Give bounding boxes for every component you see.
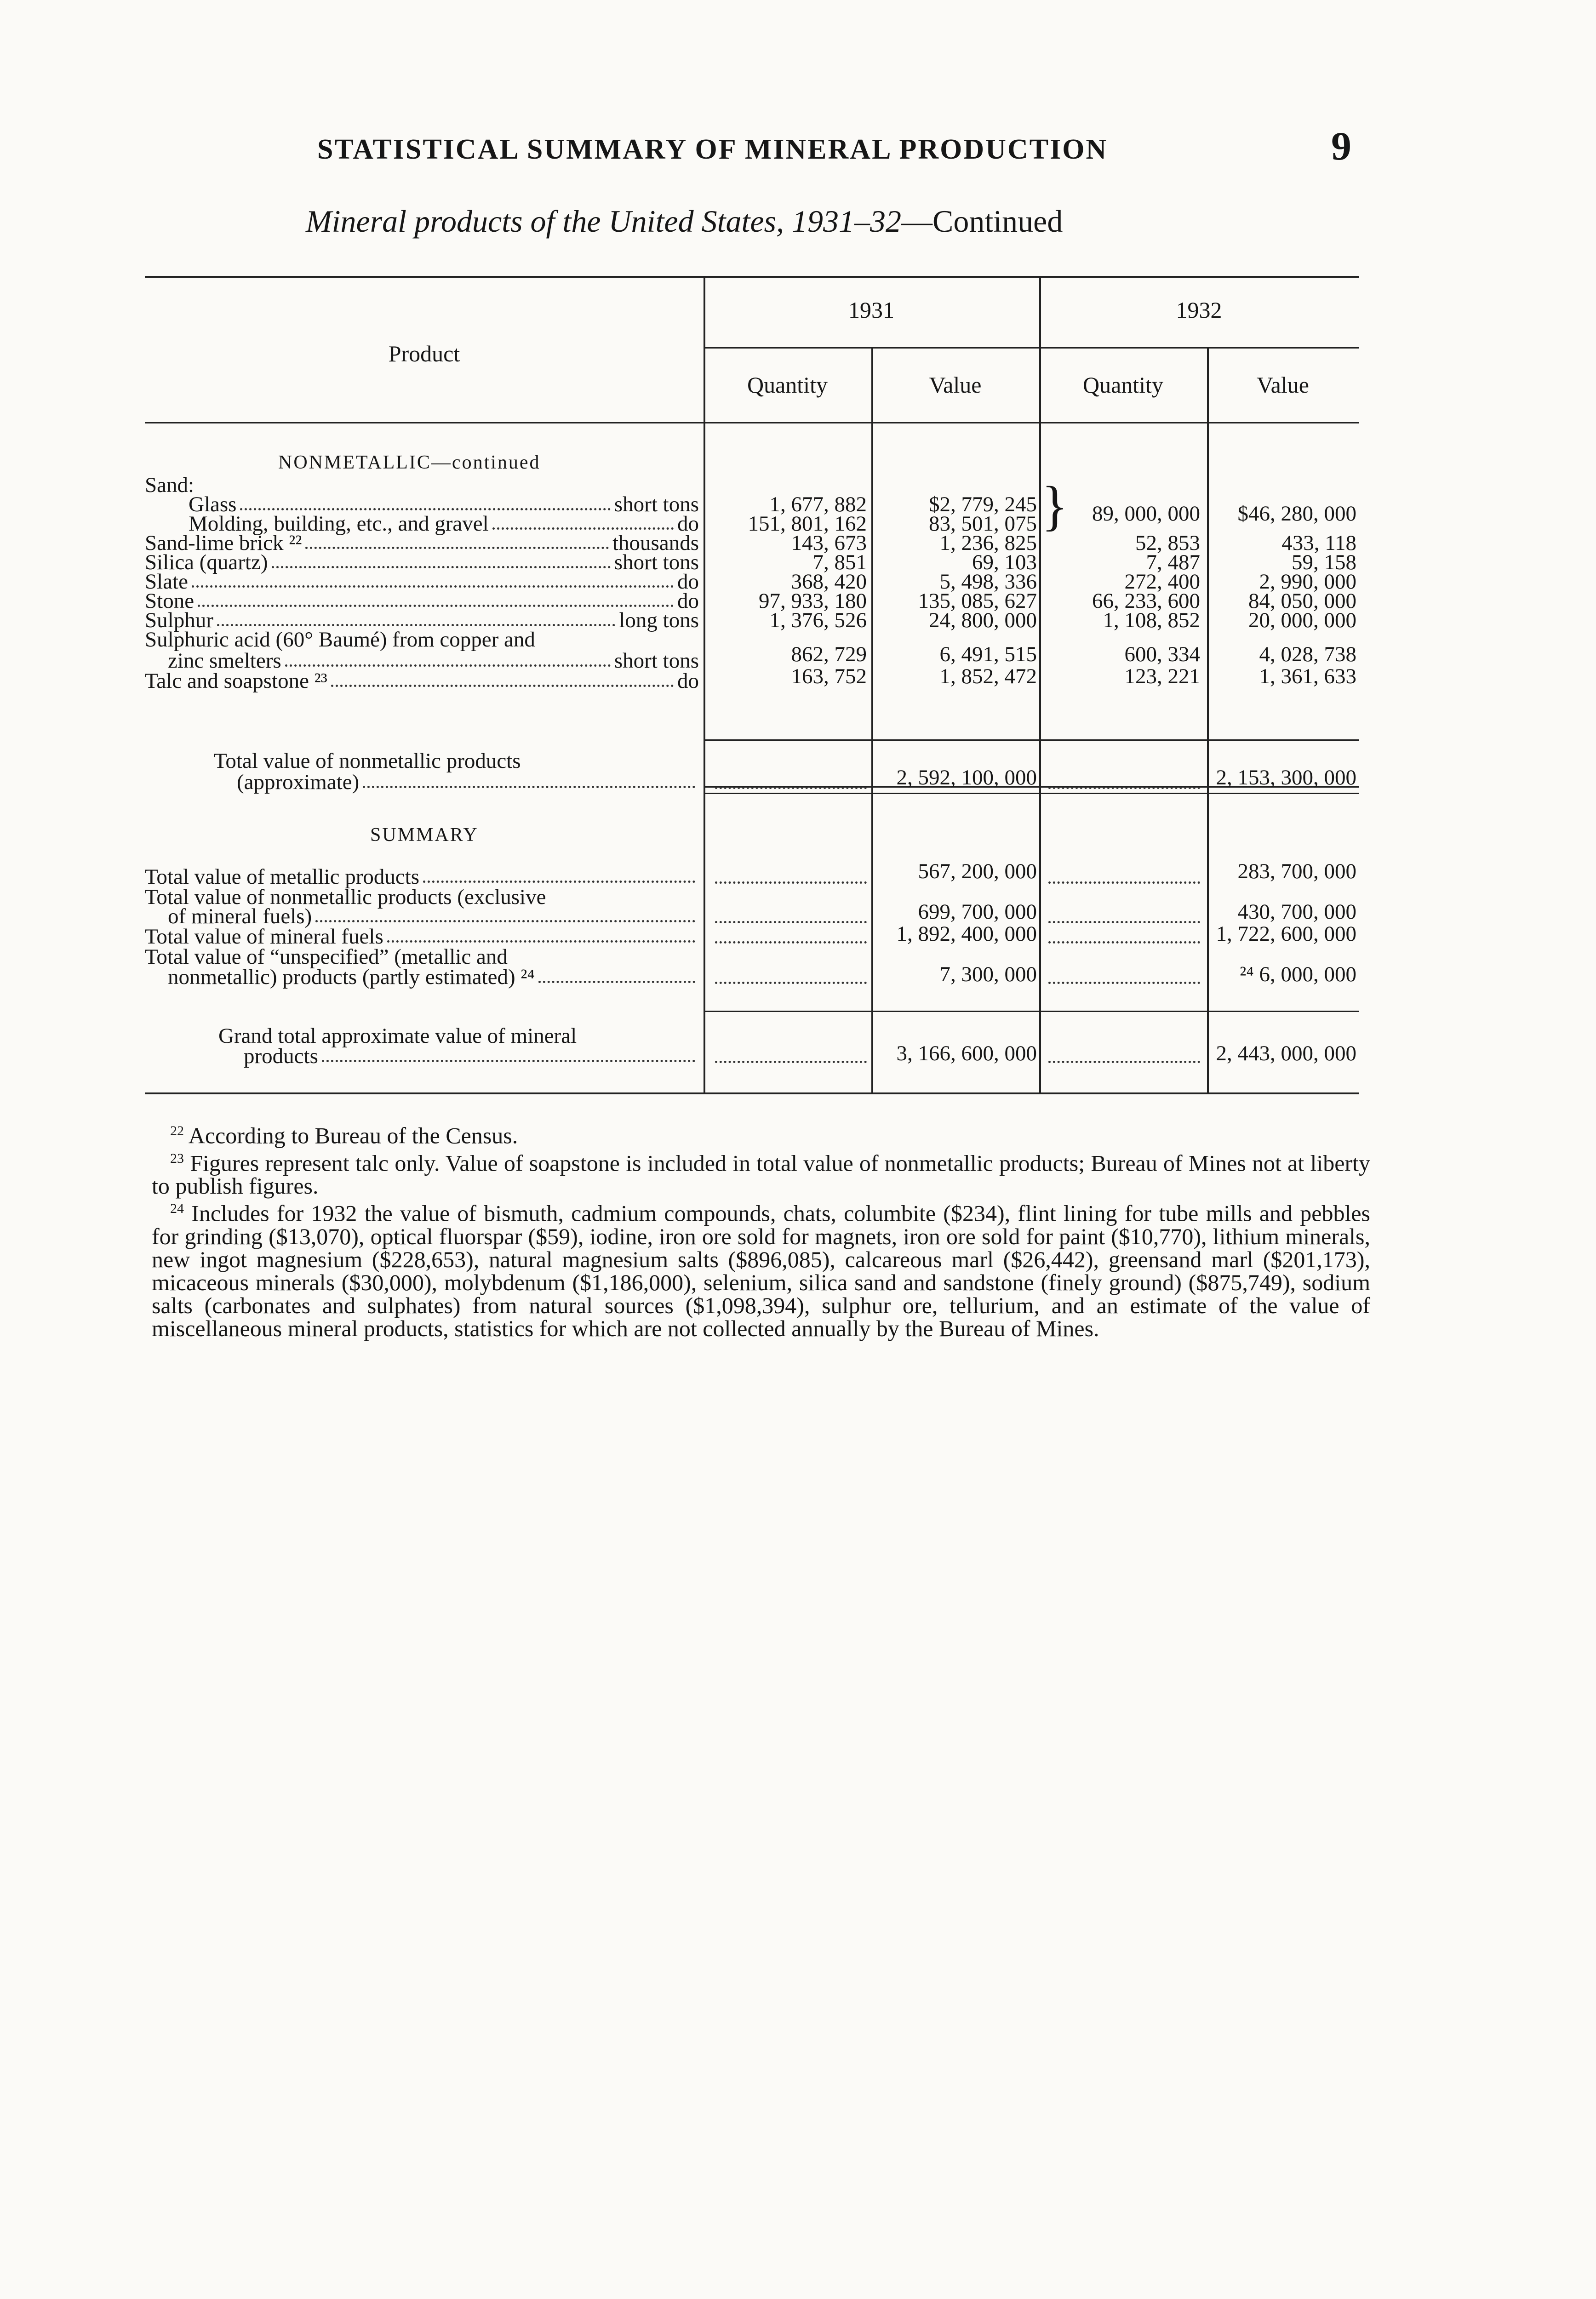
footnote-mark: 24 (170, 1201, 184, 1217)
running-head: STATISTICAL SUMMARY OF MINERAL PRODUCTION (317, 134, 1108, 165)
cell-value-1931: 24, 800, 000 (929, 608, 1037, 632)
cell-value-1932: 430, 700, 000 (1237, 900, 1356, 924)
table-bottom-rule (145, 1092, 1359, 1094)
cell-value-1931: 1, 852, 472 (939, 664, 1037, 688)
leader-dots (423, 865, 695, 883)
footnote-text: Includes for 1932 the value of bismuth, cadmium compounds, chats, columbite ($234), flint lining for tube mills and pebbles for grinding ($13,070), optical fluorspar ($59), iodine, iron ore sold for magnets, iron ore sold for paint ($10,770), lithium minerals, new ingot magnesium ($228,653), natural magnesium salts ($896,085), calcareous marl ($26,442), greensand marl ($201,173), micaceous minerals ($30,000), molybdenum ($1,186,000), selenium, silica sand and sandstone (finely ground) ($875,749), sodium salts (carbonates and sulphates) from natural sources ($1,098,394), sulphur ore, tellurium, and an estimate of the value of miscellaneous mineral products, statistics for which are not collected annually by the Bureau of Mines. (152, 1200, 1370, 1341)
cell-quantity-1931: 151, 801, 162 (748, 512, 867, 536)
row-label: Sulphuric acid (60° Baumé) from copper and (145, 628, 535, 652)
footnote-22 (152, 1120, 1370, 1147)
leader-dots (363, 771, 695, 788)
row-unit: do (677, 512, 699, 536)
row-label: Total value of metallic products (145, 865, 420, 889)
caption-title: Mineral products of the United States, 1931–32 (306, 204, 902, 239)
cell-value-1931: $2, 779, 245 (929, 492, 1037, 516)
row-unit: thousands (612, 531, 699, 555)
leader-dots (1048, 787, 1200, 789)
header-year-1931: 1931 (848, 297, 894, 323)
sand-brace: } (1041, 475, 1068, 536)
row-unit: do (677, 589, 699, 613)
row-label: Total value of mineral fuels (145, 925, 383, 949)
year-header-rule (704, 347, 1359, 349)
row-label: Talc and soapstone ²³ (145, 669, 327, 693)
page-header (0, 0, 1596, 184)
section-nonmetallic: NONMETALLIC—continued (278, 452, 541, 473)
row-label: zinc smelters (168, 649, 281, 673)
row-unit: do (677, 669, 699, 693)
header-value-1932: Value (1257, 372, 1309, 398)
leader-dots (217, 609, 615, 626)
cell-quantity-1931: 163, 752 (791, 664, 867, 688)
cell-value-1932: 283, 700, 000 (1237, 859, 1356, 883)
leader-dots (305, 532, 609, 549)
caption-suffix: —Continued (901, 204, 1063, 239)
row-unit: short tons (614, 550, 699, 574)
footnote-mark: 23 (170, 1150, 184, 1166)
table-caption (306, 203, 1063, 240)
cell-value-1931: 83, 501, 075 (929, 512, 1037, 536)
cell-value-1931: 69, 103 (972, 550, 1037, 574)
row-label: Sand: (145, 473, 194, 497)
row-label: Sand-lime brick ²² (145, 531, 302, 555)
cell-value-1932: 2, 153, 300, 000 (1216, 766, 1356, 789)
leader-dots (715, 881, 867, 884)
cell-value-1931: 699, 700, 000 (918, 900, 1037, 924)
header-product: Product (388, 341, 460, 366)
row-label: Total value of nonmetallic products (exclusive (145, 885, 546, 909)
cell-value-1932: 1, 722, 600, 000 (1216, 922, 1356, 946)
cell-quantity-1931: 862, 729 (791, 642, 867, 666)
leader-dots (387, 925, 695, 943)
row-label: Total value of “unspecified” (metallic and (145, 945, 508, 969)
footnote-text: According to Bureau of the Census. (188, 1122, 518, 1149)
cell-value-1932: 2, 990, 000 (1259, 570, 1356, 594)
cell-value-1932: ²⁴ 6, 000, 000 (1240, 962, 1356, 986)
row-label-line2: of mineral fuels) (168, 904, 312, 928)
cell-quantity-1932: 1, 108, 852 (1103, 608, 1200, 632)
row-label-line2: nonmetallic) products (partly estimated) ²⁴ (168, 965, 535, 989)
leader-dots (715, 1061, 867, 1063)
leader-dots (322, 1045, 695, 1062)
mineral-products-table (145, 276, 1359, 1099)
cell-value-1932: $46, 280, 000 (1237, 502, 1356, 526)
total-nonmetallic-rule (704, 739, 1359, 741)
leader-dots (715, 921, 867, 923)
section-summary: SUMMARY (370, 824, 479, 846)
row-label: Glass (189, 492, 237, 516)
cell-quantity-1932: 66, 233, 600 (1092, 589, 1200, 613)
footnotes (152, 1120, 1370, 1340)
page-number: 9 (1331, 124, 1351, 169)
row-unit: do (677, 570, 699, 594)
leader-dots (240, 493, 610, 510)
cell-quantity-1931: 143, 673 (791, 531, 867, 555)
footnote-24 (152, 1197, 1370, 1340)
row-unit: short tons (614, 649, 699, 673)
footnote-23 (152, 1147, 1370, 1198)
cell-quantity-1931: 368, 420 (791, 570, 867, 594)
grand-total-rule (704, 1011, 1359, 1012)
total-label-line2: (approximate) (237, 770, 360, 794)
grand-total-label-line1: Grand total approximate value of mineral (218, 1024, 577, 1048)
leader-dots (272, 551, 611, 568)
cell-value-1931: 1, 236, 825 (939, 531, 1037, 555)
header-bottom-rule (145, 422, 1359, 423)
row-unit: long tons (619, 608, 699, 632)
header-quantity-1932: Quantity (1083, 372, 1163, 398)
cell-quantity-1931: 7, 851 (812, 550, 867, 574)
header-quantity-1931: Quantity (747, 372, 828, 398)
row-label: Stone (145, 589, 194, 613)
cell-value-1931: 3, 166, 600, 000 (896, 1041, 1037, 1065)
leader-dots (285, 649, 611, 667)
cell-value-1931: 567, 200, 000 (918, 859, 1037, 883)
row-label: Sulphur (145, 608, 213, 632)
cell-quantity-1931: 97, 933, 180 (759, 589, 867, 613)
table-top-rule (145, 276, 1359, 278)
cell-value-1931: 6, 491, 515 (939, 642, 1037, 666)
leader-dots (1048, 1061, 1200, 1063)
cell-value-1932: 1, 361, 633 (1259, 664, 1356, 688)
leader-dots (1048, 941, 1200, 944)
grand-total-label-line2: products (244, 1044, 318, 1068)
footnote-mark: 22 (170, 1123, 184, 1138)
leader-dots (715, 941, 867, 944)
row-label: Molding, building, etc., and gravel (189, 512, 489, 536)
total-label-line1: Total value of nonmetallic products (214, 749, 521, 773)
cell-value-1932: 84, 050, 000 (1248, 589, 1356, 613)
cell-value-1931: 135, 085, 627 (918, 589, 1037, 613)
leader-dots (492, 512, 674, 530)
cell-value-1932: 433, 118 (1281, 531, 1356, 555)
leader-dots (715, 787, 867, 789)
header-value-1931: Value (929, 372, 982, 398)
footnote-text: Figures represent talc only. Value of soapstone is included in total value of nonmetallic products; Bureau of Mines not at liberty to publish figures. (152, 1150, 1370, 1199)
cell-quantity-1931: 1, 677, 882 (769, 492, 867, 516)
cell-quantity-1932: 52, 853 (1135, 531, 1200, 555)
cell-quantity-1932: 7, 487 (1146, 550, 1200, 574)
cell-value-1931: 5, 498, 336 (939, 570, 1037, 594)
leader-dots (331, 669, 674, 687)
leader-dots (1048, 982, 1200, 984)
leader-dots (1048, 881, 1200, 884)
row-unit: short tons (614, 492, 699, 516)
cell-value-1931: 2, 592, 100, 000 (896, 766, 1037, 789)
header-year-1932: 1932 (1176, 297, 1222, 323)
cell-quantity-1932: 123, 221 (1124, 664, 1200, 688)
row-label: Slate (145, 570, 188, 594)
leader-dots (1048, 921, 1200, 923)
cell-value-1932: 20, 000, 000 (1248, 608, 1356, 632)
leader-dots (538, 966, 695, 983)
cell-quantity-1931: 1, 376, 526 (769, 608, 867, 632)
leader-dots (198, 589, 674, 607)
cell-value-1931: 7, 300, 000 (939, 962, 1037, 986)
leader-dots (715, 982, 867, 984)
leader-dots (315, 905, 695, 922)
row-label: Silica (quartz) (145, 550, 268, 574)
cell-quantity-1932: 89, 000, 000 (1092, 502, 1200, 526)
leader-dots (192, 570, 674, 588)
cell-quantity-1932: 272, 400 (1124, 570, 1200, 594)
cell-value-1931: 1, 892, 400, 000 (896, 922, 1037, 946)
cell-value-1932: 4, 028, 738 (1259, 642, 1356, 666)
cell-value-1932: 2, 443, 000, 000 (1216, 1041, 1356, 1065)
cell-value-1932: 59, 158 (1292, 550, 1356, 574)
cell-quantity-1932: 600, 334 (1124, 642, 1200, 666)
